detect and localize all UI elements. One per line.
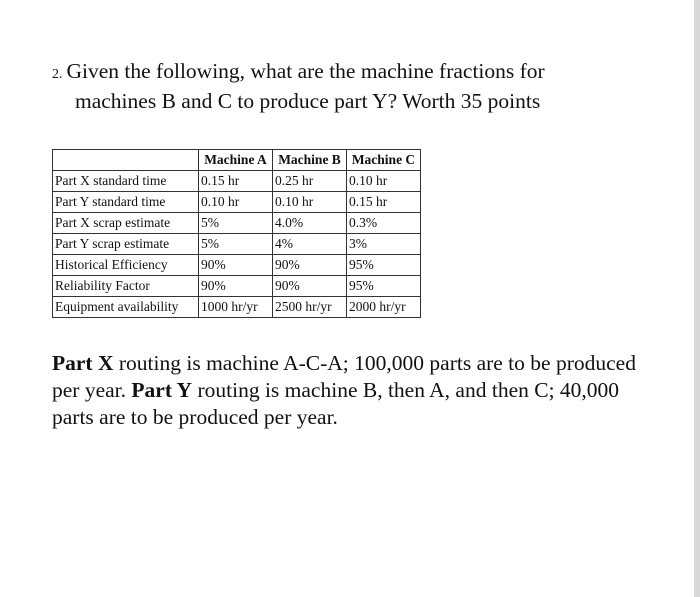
cell-machine-a: 0.10 hr [199, 192, 273, 213]
cell-machine-a: 1000 hr/yr [199, 297, 273, 318]
row-label: Equipment availability [53, 297, 199, 318]
cell-machine-b: 0.10 hr [273, 192, 347, 213]
row-label: Historical Efficiency [53, 255, 199, 276]
cell-machine-a: 0.15 hr [199, 171, 273, 192]
cell-machine-b: 4.0% [273, 213, 347, 234]
table-row [53, 171, 421, 192]
cell-machine-b: 90% [273, 276, 347, 297]
cell-machine-c: 95% [347, 276, 421, 297]
question-heading [52, 58, 672, 115]
machine-data-table [52, 149, 421, 318]
row-label: Part X scrap estimate [53, 213, 199, 234]
cell-machine-a: 90% [199, 255, 273, 276]
question-line-1: Given the following, what are the machine fractions for [66, 59, 545, 83]
row-label: Part Y scrap estimate [53, 234, 199, 255]
row-label: Part Y standard time [53, 192, 199, 213]
cell-machine-a: 5% [199, 234, 273, 255]
cell-machine-c: 2000 hr/yr [347, 297, 421, 318]
cell-machine-a: 90% [199, 276, 273, 297]
table-header-row [53, 150, 421, 171]
header-blank [53, 150, 199, 171]
header-machine-c: Machine C [347, 150, 421, 171]
table-row [53, 255, 421, 276]
question-number: 2. [52, 67, 63, 82]
cell-machine-b: 0.25 hr [273, 171, 347, 192]
routing-paragraph [52, 350, 652, 431]
cell-machine-c: 95% [347, 255, 421, 276]
header-machine-a: Machine A [199, 150, 273, 171]
cell-machine-c: 0.15 hr [347, 192, 421, 213]
cell-machine-b: 2500 hr/yr [273, 297, 347, 318]
cell-machine-b: 4% [273, 234, 347, 255]
question-line-2: machines B and C to produce part Y? Worth 35 points [75, 89, 541, 113]
cell-machine-b: 90% [273, 255, 347, 276]
cell-machine-c: 3% [347, 234, 421, 255]
part-y-routing-text: routing is machine B, then A, and then C; 40,000 parts are to be produced per year. [52, 378, 620, 429]
table-row [53, 192, 421, 213]
row-label: Part X standard time [53, 171, 199, 192]
part-x-routing-text: routing is machine A-C-A; 100,000 parts are to be produced per year. [52, 351, 636, 402]
table-row [53, 234, 421, 255]
part-y-label: Part Y [131, 378, 193, 402]
header-machine-b: Machine B [273, 150, 347, 171]
cell-machine-c: 0.10 hr [347, 171, 421, 192]
table-row [53, 213, 421, 234]
cell-machine-a: 5% [199, 213, 273, 234]
table-row [53, 297, 421, 318]
part-x-label: Part X [52, 351, 114, 375]
row-label: Reliability Factor [53, 276, 199, 297]
page-edge-border [694, 0, 700, 597]
table-row [53, 276, 421, 297]
cell-machine-c: 0.3% [347, 213, 421, 234]
